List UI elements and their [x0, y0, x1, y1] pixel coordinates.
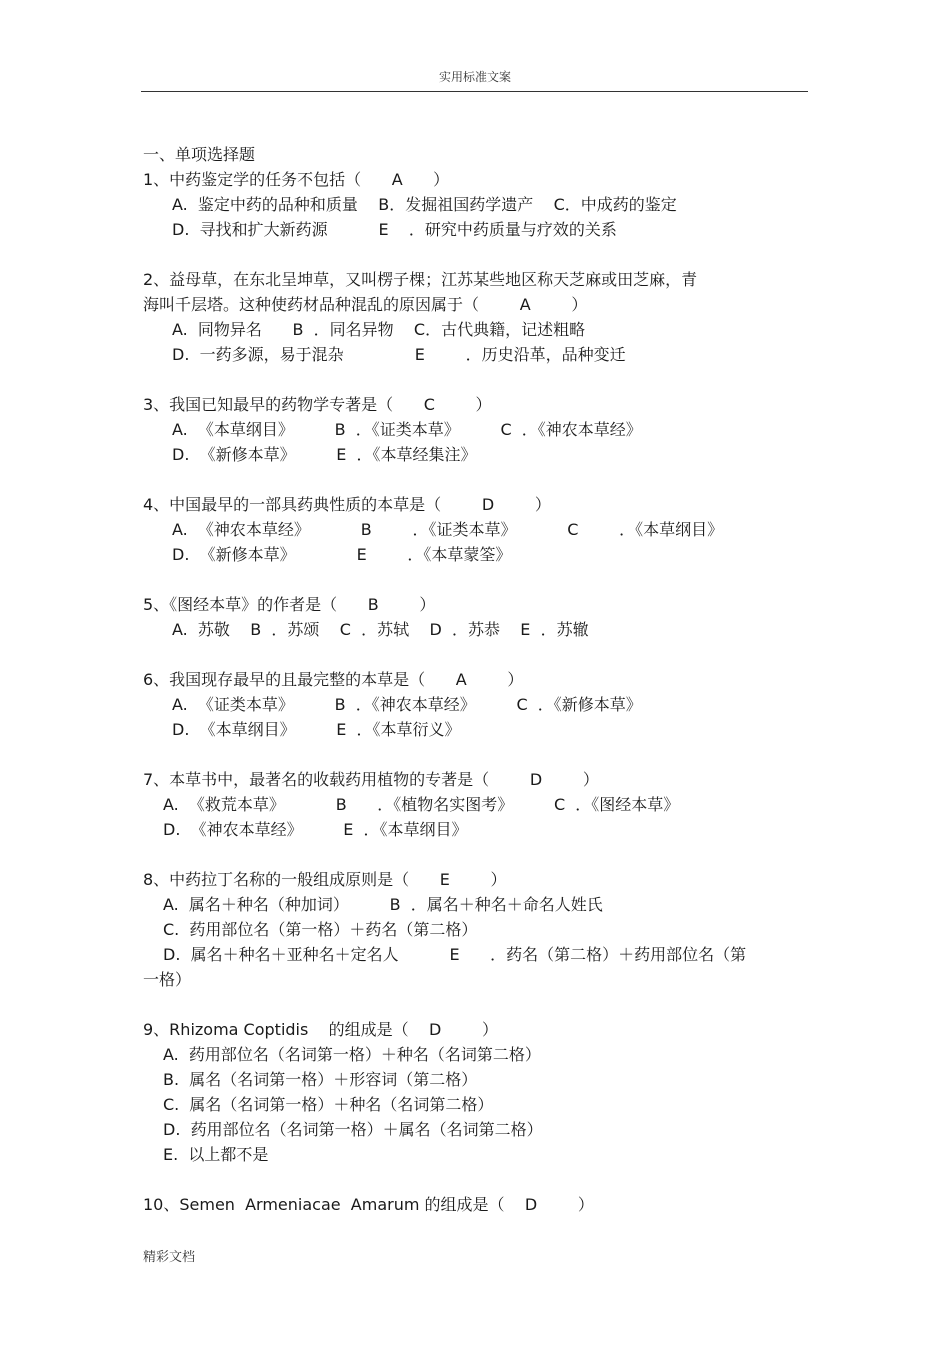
- question-stem: 海叫千层塔。这种使药材品种混乱的原因属于（ A ）: [143, 295, 588, 314]
- question-option: A. 属名＋种名（种加词） B ．属名＋种名＋命名人姓氏: [163, 895, 603, 914]
- question-option: A. 《本草纲目》 B ．《证类本草》 C ．《神农本草经》: [172, 420, 642, 439]
- question-option: D. 《新修本草》 E ．《本草经集注》: [172, 445, 477, 464]
- question-stem: 10、Semen Armeniacae Amarum 的组成是（ D ）: [143, 1195, 594, 1214]
- page-footer: 精彩文档: [143, 1250, 196, 1265]
- document-body: [143, 142, 808, 1217]
- question-option: A. 苏敬 B ．苏颂 C ．苏轼 D ．苏恭 E ．苏辙: [172, 620, 589, 639]
- question-stem: 9、Rhizoma Coptidis 的组成是（ D ）: [143, 1020, 499, 1039]
- question-option: A. 鉴定中药的品种和质量 B．发掘祖国药学遗产 C．中成药的鉴定: [172, 195, 677, 214]
- question-option: E. 以上都不是: [163, 1145, 269, 1164]
- question-option: C. 属名（名词第一格）＋种名（名词第二格）: [163, 1095, 494, 1114]
- question-option: A. 《证类本草》 B ．《神农本草经》 C ．《新修本草》: [172, 695, 642, 714]
- question-option: D. 《神农本草经》 E ．《本草纲目》: [163, 820, 468, 839]
- question-option: D. 一药多源，易于混杂 E ．历史沿革，品种变迁: [172, 345, 626, 364]
- question-stem: 3、我国已知最早的药物学专著是（ C ）: [143, 395, 492, 414]
- question-stem: 2、益母草，在东北呈坤草，又叫楞子棵；江苏某些地区称天芝麻或田芝麻，青: [143, 270, 698, 289]
- question-stem: 7、本草书中，最著名的收载药用植物的专著是（ D ）: [143, 770, 599, 789]
- section-title: 一、单项选择题: [143, 145, 256, 164]
- question-option-wrap: 一格）: [143, 970, 192, 989]
- header-rule: [141, 91, 808, 92]
- question-option: D. 属名＋种名＋亚种名＋定名人 E ．药名（第二格）＋药用部位名（第: [163, 945, 747, 964]
- page-header: 实用标准文案: [438, 70, 511, 84]
- question-option: A. 同物异名 B ．同名异物 C．古代典籍，记述粗略: [172, 320, 586, 339]
- question-stem: 6、我国现存最早的且最完整的本草是（ A ）: [143, 670, 524, 689]
- question-option: A. 《救荒本草》 B ．《植物名实图考》 C ．《图经本草》: [163, 795, 680, 814]
- question-stem: 8、中药拉丁名称的一般组成原则是（ E ）: [143, 870, 507, 889]
- question-option: D. 《新修本草》 E ．《本草蒙筌》: [172, 545, 512, 564]
- question-option: D. 寻找和扩大新药源 E ．研究中药质量与疗效的关系: [172, 220, 617, 239]
- question-option: B. 属名（名词第一格）＋形容词（第二格）: [163, 1070, 478, 1089]
- question-stem: 1、中药鉴定学的任务不包括（ A ）: [143, 170, 450, 189]
- question-option: D. 药用部位名（名词第一格）＋属名（名词第二格）: [163, 1120, 543, 1139]
- question-option: A. 《神农本草经》 B ．《证类本草》 C ．《本草纲目》: [172, 520, 724, 539]
- question-stem: 5、《图经本草》的作者是（ B ）: [143, 595, 436, 614]
- question-option: A. 药用部位名（名词第一格）＋种名（名词第二格）: [163, 1045, 541, 1064]
- question-option: D. 《本草纲目》 E ．《本草衍义》: [172, 720, 461, 739]
- question-stem: 4、中国最早的一部具药典性质的本草是（ D ）: [143, 495, 551, 514]
- question-option: C. 药用部位名（第一格）＋药名（第二格）: [163, 920, 478, 939]
